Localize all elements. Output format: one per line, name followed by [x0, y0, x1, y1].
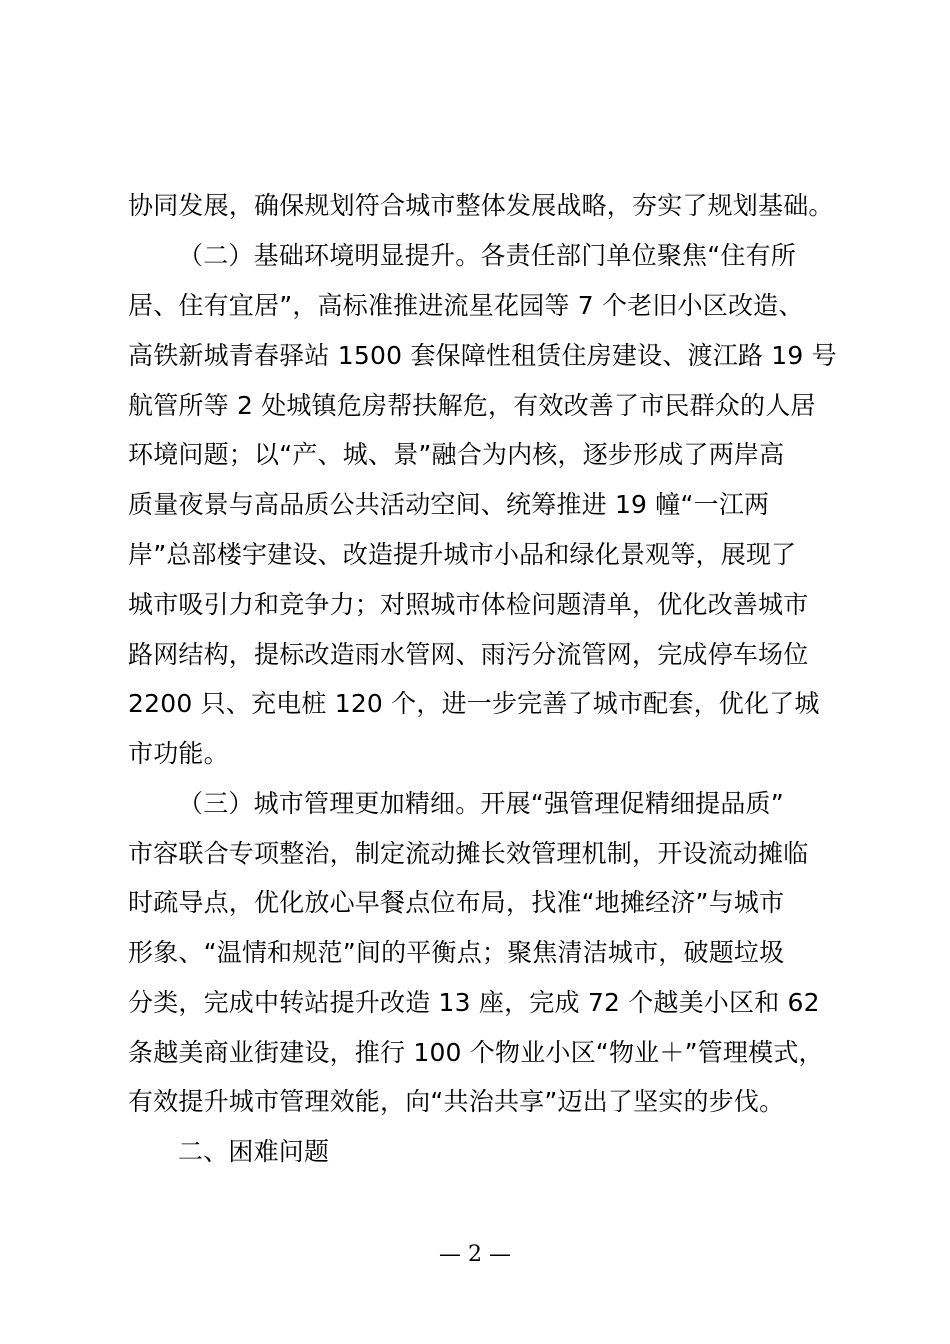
text-line: 路网结构，提标改造雨水管网、雨污分流管网，完成停车场位 [128, 640, 809, 669]
text-line: 协同发展，确保规划符合城市整体发展战略，夯实了规划基础。 [128, 191, 834, 220]
text-line: 居、住有宜居”，高标准推进流星花园等 7 个老旧小区改造、 [128, 291, 804, 320]
text-line: 市容联合专项整治，制定流动摊长效管理机制，开设流动摊临 [128, 839, 809, 868]
page-number: — 2 — [439, 1242, 511, 1267]
text-line: 形象、“温情和规范”间的平衡点；聚焦清洁城市，破题垃圾 [128, 938, 785, 967]
section-heading: 二、困难问题 [178, 1137, 330, 1166]
text-line: 岸”总部楼宇建设、改造提升城市小品和绿化景观等，展现了 [128, 540, 797, 569]
text-line: 条越美商业街建设，推行 100 个物业小区“物业＋”管理模式， [128, 1038, 824, 1067]
text-line: 环境问题；以“产、城、景”融合为内核，逐步形成了两岸高 [128, 440, 785, 469]
text-line: 时疏导点，优化放心早餐点位布局，找准“地摊经济”与城市 [128, 888, 785, 917]
text-line: 有效提升城市管理效能，向“共治共享”迈出了坚实的步伐。 [128, 1087, 785, 1116]
text-line: 2200 只、充电桩 120 个，进一步完善了城市配套，优化了城 [128, 689, 820, 718]
text-line: 航管所等 2 处城镇危房帮扶解危，有效改善了市民群众的人居 [128, 391, 816, 420]
text-line: 高铁新城青春驿站 1500 套保障性租赁住房建设、渡江路 19 号 [128, 341, 837, 370]
text-line: 市功能。 [128, 739, 229, 768]
text-line: 质量夜景与高品质公共活动空间、统筹推进 19 幢“一江两 [128, 490, 770, 519]
paragraph-start: （二）基础环境明显提升。各责任部门单位聚焦“住有所 [178, 241, 796, 270]
text-line: 城市吸引力和竞争力；对照城市体检问题清单，优化改善城市 [128, 590, 809, 619]
text-line: 分类，完成中转站提升改造 13 座，完成 72 个越美小区和 62 [128, 988, 820, 1017]
paragraph-start: （三）城市管理更加精细。开展“强管理促精细提品质” [178, 789, 784, 818]
